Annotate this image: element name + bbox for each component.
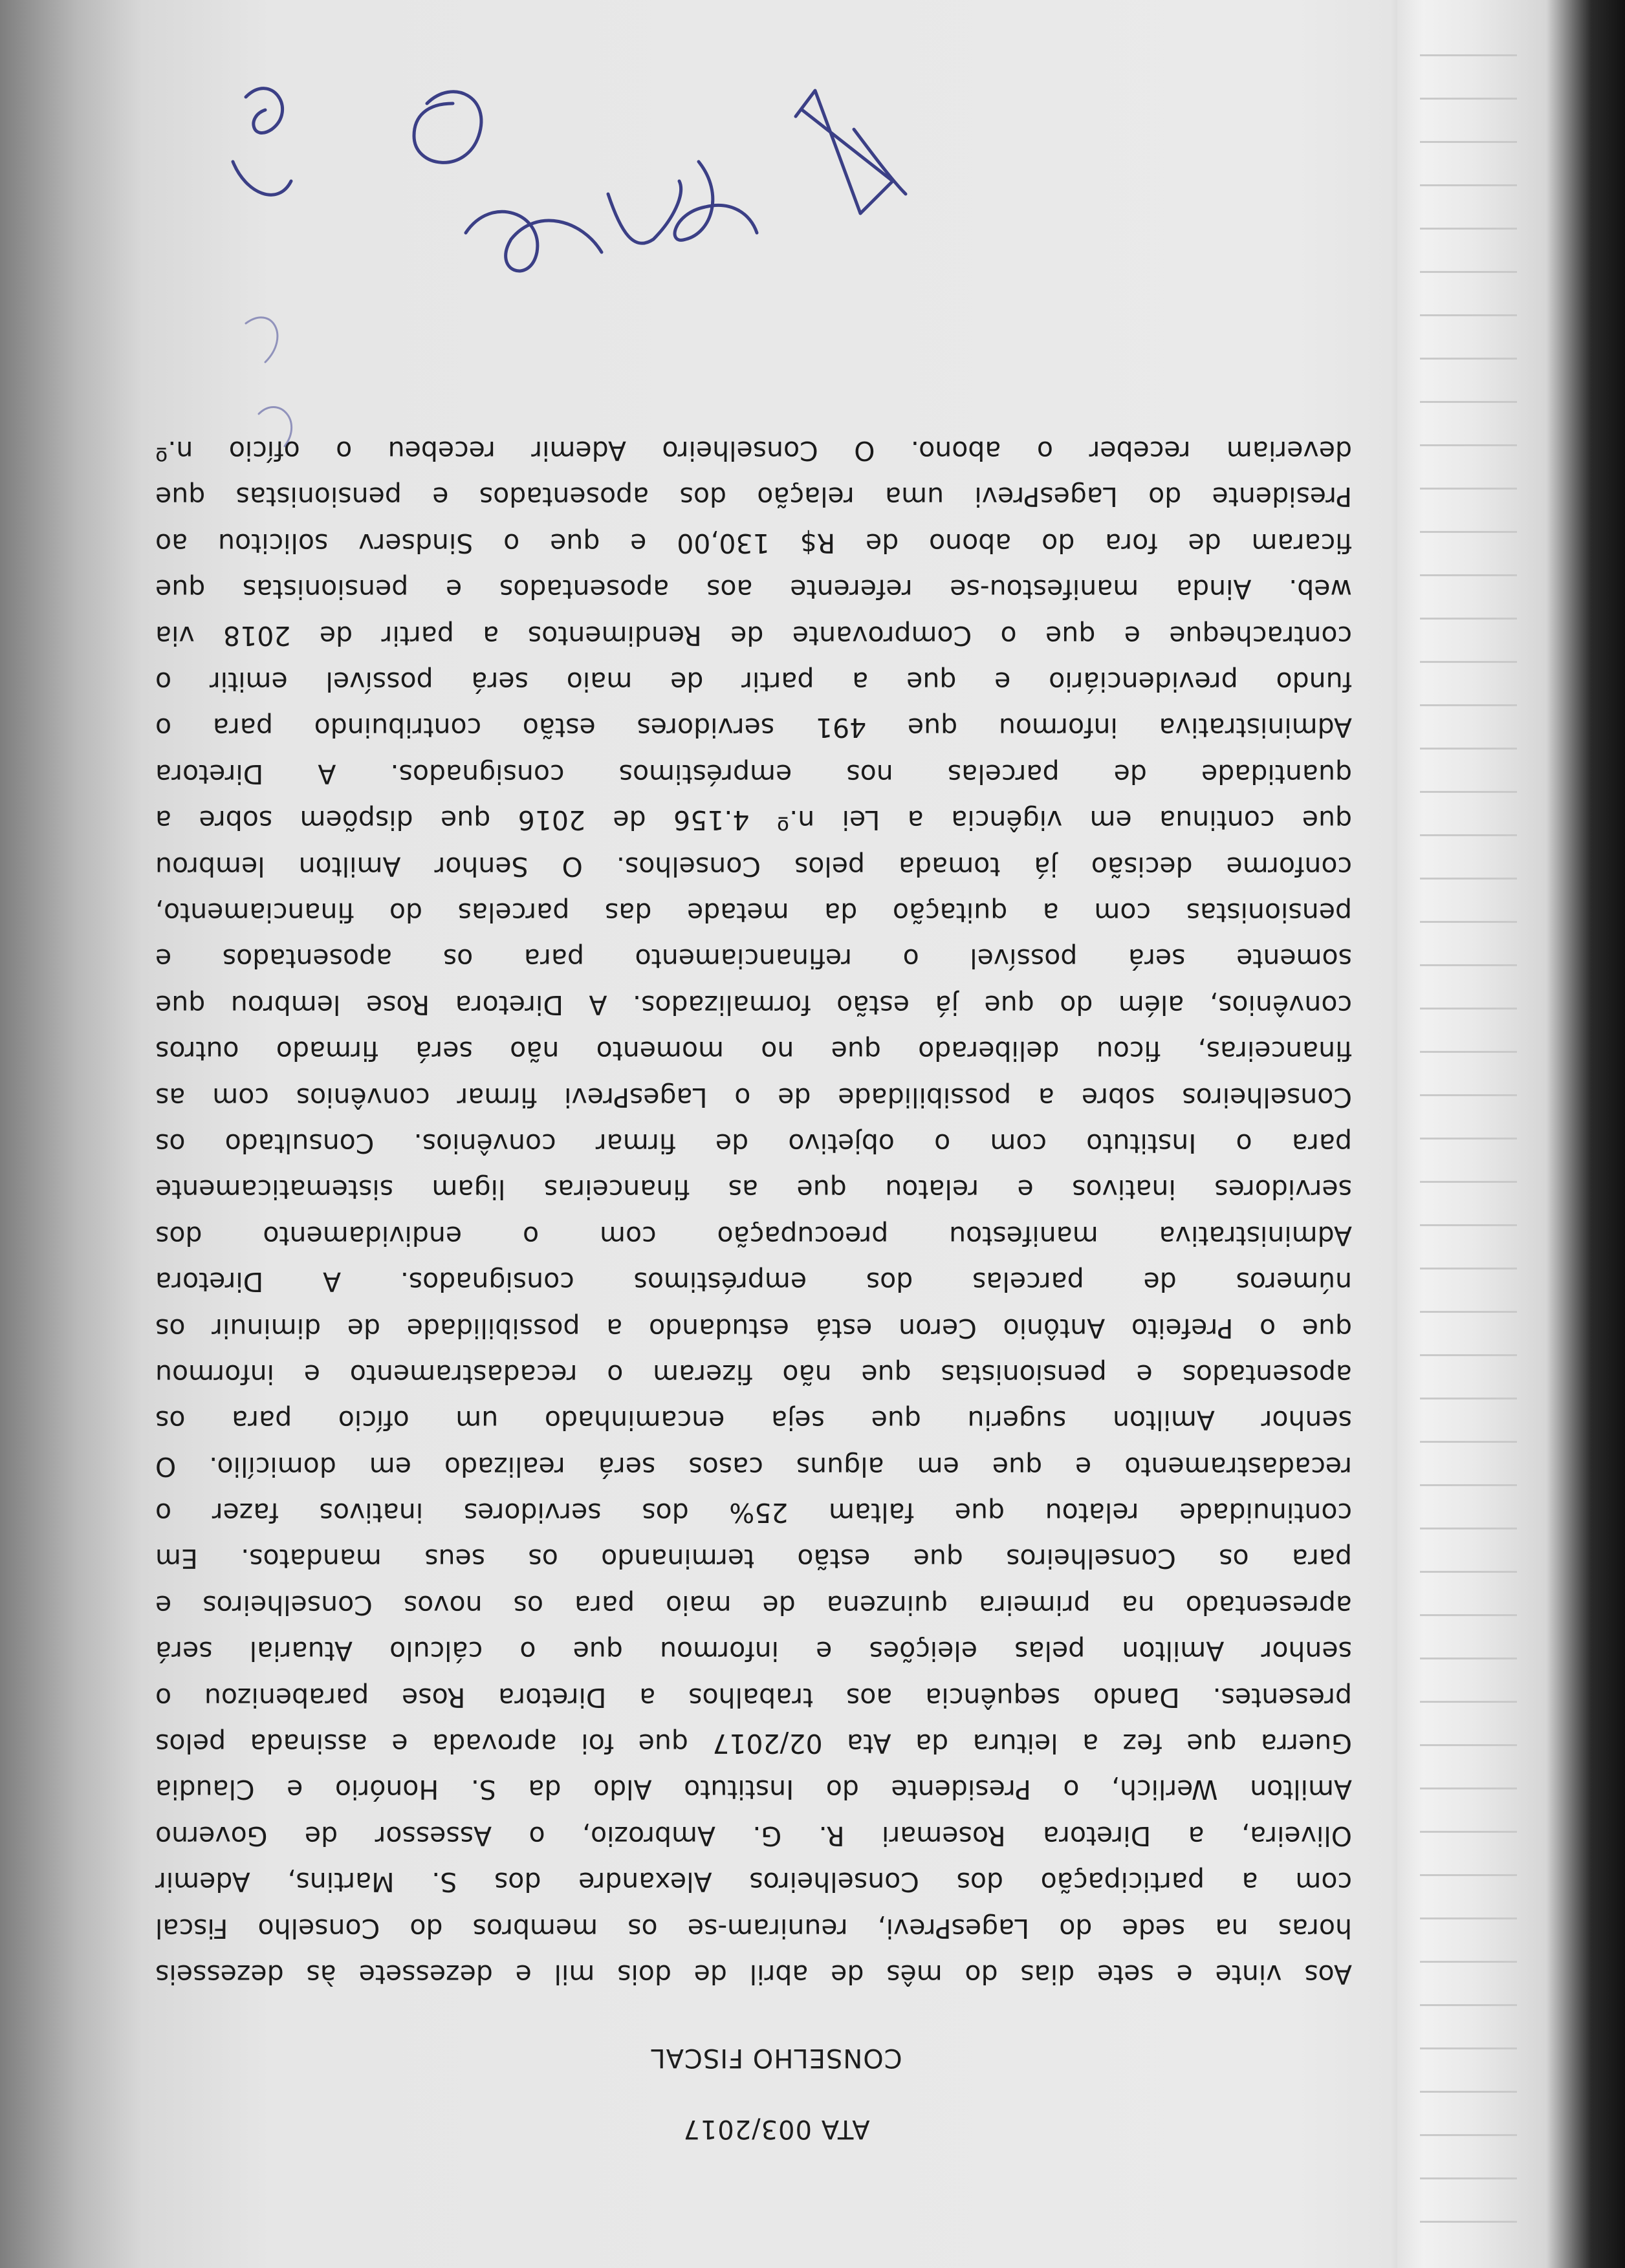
body-line: continuidade relatou que faltam 25% dos servidores inativos fazer o: [155, 1497, 1352, 1529]
body-line: senhor Amilton pelas eleições e informou que o cálculo Atuarial será: [155, 1636, 1352, 1667]
body-line: com a participação dos Conselheiros Alexandre dos S. Martins, Ademir: [155, 1866, 1352, 1898]
body-line: que continua em vigência a Lei n.º 4.156 de 2016 que dispõem sobre a: [155, 805, 1352, 836]
body-line: que o Prefeito Antônio Ceron está estudando a possibilidade de diminuir os: [155, 1312, 1352, 1344]
ruled-lines: [1420, 13, 1517, 2251]
body-line: horas na sede do LagesPrevi, reuniram-se os membros do Conselho Fiscal: [155, 1912, 1352, 1944]
body-line: presentes. Dando sequência aos trabalhos a Diretora Rose parabenizou o: [155, 1681, 1352, 1713]
body-line: somente será possível o refinanciamento para os aposentados e: [155, 943, 1352, 975]
body-line: Amilton Werlich, o Presidente do Instituto Aldo da S. Honório e Claudia: [155, 1774, 1352, 1806]
body-line: senhor Amilton sugeriu que seja encaminhado um ofício para os: [155, 1405, 1352, 1436]
body-line: aposentados e pensionistas que não fizeram o recadastramento e informou: [155, 1358, 1352, 1390]
document-page: [155, 213, 1397, 2166]
body-line: financeiras, ficou deliberado que no momento não será firmado outros: [155, 1035, 1352, 1067]
body-line: números de parcelas dos empréstimos consignados. A Diretora: [155, 1266, 1352, 1298]
body-line: convênios, além do que já estão formalizados. A Diretora Rose lembrou que: [155, 989, 1352, 1021]
body-line: Presidente do LagesPrevi uma relação dos aposentados e pensionistas que: [155, 481, 1352, 513]
body-line: recadastramento e que em alguns casos será realizado em domicílio. O: [155, 1451, 1352, 1482]
body-line: fundo previdenciário e que a partir de maio será possível emitir o: [155, 666, 1352, 698]
body-line: servidores inativos e relatou que as financeiras ligam sistematicamente: [155, 1174, 1352, 1205]
body-line: pensionistas com a quitação da metade das parcelas do financiamento,: [155, 897, 1352, 929]
body-line: apresentado na primeira quinzena de maio para os novos Conselheiros e: [155, 1589, 1352, 1621]
body-line: web. Ainda manifestou-se referente aos aposentados e pensionistas que: [155, 574, 1352, 605]
body-line: deveriam receber o abono. O Conselheiro Ademir recebeu o ofício n.º: [155, 435, 1352, 467]
body-line: conforme decisão já tomada pelos Conselhos. O Senhor Amilton lembrou: [155, 850, 1352, 882]
body-line: Aos vinte e sete dias do mês de abril de dois mil e dezessete às dezesseis: [155, 1959, 1352, 1990]
body-line: para os Conselheiros que estão terminando os seus mandatos. Em: [155, 1543, 1352, 1575]
body-line: Administrativa informou que 491 servidores estão contribuindo para o: [155, 712, 1352, 744]
body-line: Oliveira, a Diretora Rosemari R. G. Ambrozio, o Assessor de Governo: [155, 1820, 1352, 1852]
body-line: Conselheiros sobre a possibilidade de o LagesPrevi firmar convênios com as: [155, 1081, 1352, 1113]
body-line: Administrativa manifestou preocupação com o endividamento dos: [155, 1220, 1352, 1251]
body-line: contracheque e que o Comprovante de Rendimentos a partir de 2018 via: [155, 620, 1352, 651]
body-line: Guerra que fez a leitura da Ata 02/2017 que foi aprovada e assinada pelos: [155, 1728, 1352, 1760]
document-body: [155, 427, 1352, 1997]
document-title: ATA 003/2017: [682, 2114, 870, 2144]
body-line: ficaram de fora do abono de R$ 130,00 e que o Sindserv solicitou ao: [155, 527, 1352, 559]
body-line: para o Instituto com o objetivo de firmar convênios. Consultado os: [155, 1127, 1352, 1159]
document-subtitle: CONSELHO FISCAL: [650, 2043, 902, 2073]
body-line: quantidade de parcelas nos empréstimos consignados. A Diretora: [155, 758, 1352, 790]
